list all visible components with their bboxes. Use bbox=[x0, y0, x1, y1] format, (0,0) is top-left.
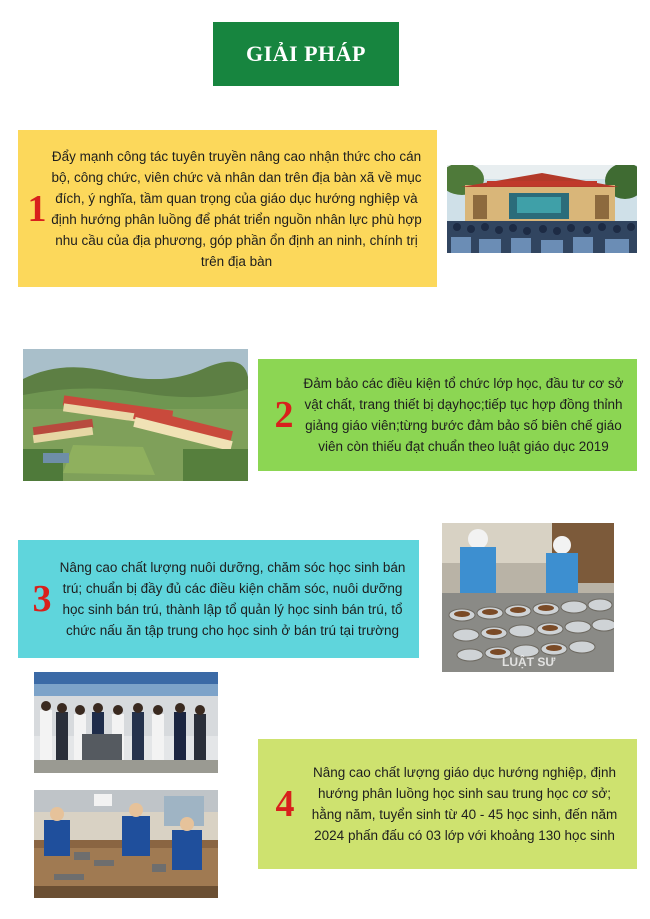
solution-text: Nâng cao chất lượng nuôi dưỡng, chăm sóc học sinh bán trú; chuẩn bị đầy đủ các điều kiện chăm sóc, nuôi dưỡng học sinh bán trú, thành lập tổ quản lý học sinh bán trú, tổ chức nấu ăn tập trung cho học sinh ở bán trú tại trường bbox=[59, 560, 406, 638]
solution-number: 1 bbox=[27, 187, 47, 230]
workshop-photo bbox=[34, 790, 218, 898]
school-assembly-photo bbox=[447, 165, 637, 253]
solution-card-2 bbox=[258, 359, 637, 471]
solution-card-4 bbox=[258, 739, 637, 869]
solution-number: 2 bbox=[274, 394, 294, 436]
kitchen-photo bbox=[442, 523, 614, 672]
ceremony-photo bbox=[34, 672, 218, 773]
title-banner bbox=[213, 22, 399, 86]
solution-text: Đẩy mạnh công tác tuyên truyền nâng cao nhận thức cho cán bộ, công chức, viên chức và nhân dan trên địa bàn xã về mục đích, ý nghĩa, tầm quan trọng của giáo dục hướng nghiệp và định hướng phân luồng để phát triển nguồn nhân lực phù hợp nhu cầu của địa phương, góp phần ổn định an ninh, chính trị trên địa bàn bbox=[51, 148, 422, 269]
photo-watermark: LUẬT SƯ bbox=[502, 655, 556, 669]
page-title: GIẢI PHÁP bbox=[246, 41, 366, 66]
solution-card-3 bbox=[18, 540, 419, 658]
solution-text: Nâng cao chất lượng giáo dục hướng nghiệp, định hướng phân luồng học sinh sau trung học cơ sở; hằng năm, tuyển sinh từ 40 - 45 học sinh, đến năm 2024 phấn đấu có 03 lớp với khoảng 130 học sinh bbox=[311, 765, 618, 843]
solution-text: Đảm bảo các điều kiện tổ chức lớp học, đầu tư cơ sở vật chất, trang thiết bị dạyhọc;tiếp tục hợp đồng thỉnh giảng giáo viên;từng bước đảm bảo số biên chế giáo viên còn thiếu đạt chuẩn theo luật giáo dục 2019 bbox=[303, 376, 624, 454]
solution-number: 3 bbox=[32, 578, 52, 620]
solution-card-1 bbox=[18, 130, 437, 287]
solution-number: 4 bbox=[275, 783, 295, 825]
aerial-school-photo bbox=[23, 349, 248, 481]
